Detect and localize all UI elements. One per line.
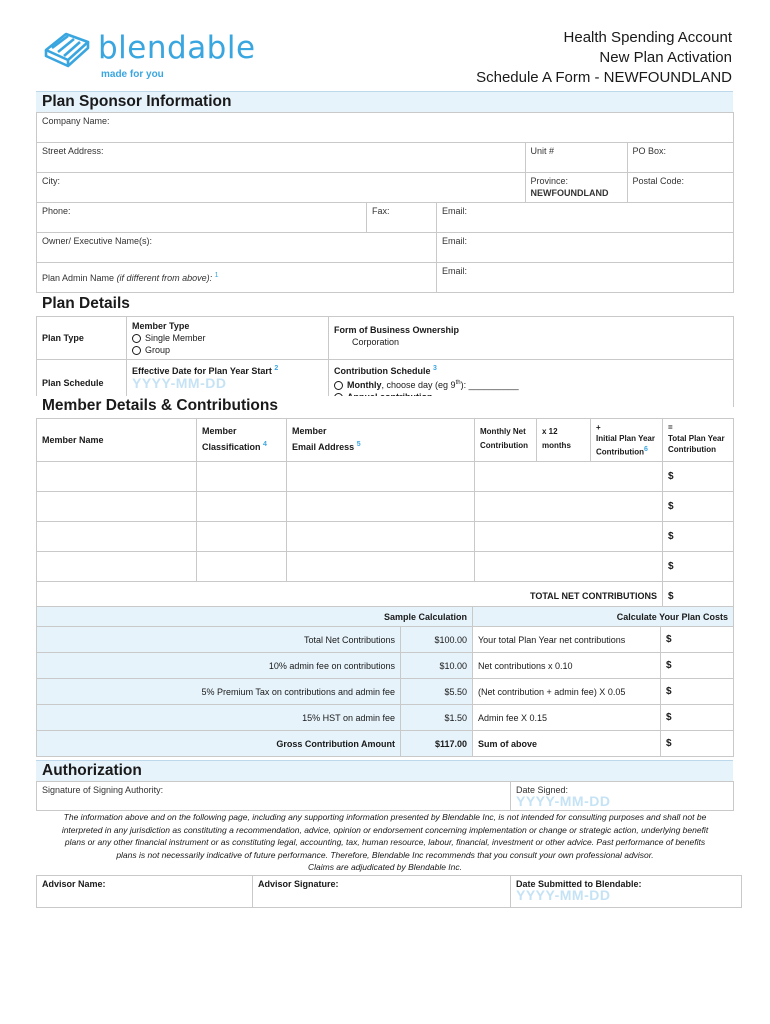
auth-table: [36, 781, 734, 811]
calc-value-input[interactable]: $: [661, 627, 734, 653]
calc-value-input[interactable]: $: [661, 679, 734, 705]
phone-field[interactable]: [37, 203, 367, 233]
disclaimer-line-3: plans or any other financial instrument or as constituting legal, accounting, tax, human resource, labour, financial, investment or other advice. Past performance of benefits: [64, 837, 706, 847]
plan-schedule-label: Plan Schedule: [37, 360, 127, 407]
member-total-value[interactable]: $: [663, 521, 734, 551]
col-class-sup: 4: [263, 441, 267, 448]
calc-value-input[interactable]: $: [661, 705, 734, 731]
total-net-label: TOTAL NET CONTRIBUTIONS: [37, 581, 663, 611]
member-contribution-input[interactable]: [475, 551, 663, 581]
col-initial-plus: +: [596, 423, 601, 432]
table-row: [37, 491, 734, 521]
calc-desc: Admin fee X 0.15: [473, 705, 661, 731]
col-total-line1: Total Plan Year: [668, 434, 725, 443]
group-label: Group: [145, 345, 171, 355]
monthly-radio[interactable]: [334, 381, 343, 390]
member-class-input[interactable]: [197, 551, 287, 581]
table-row: [37, 551, 734, 581]
col-total-line2: Contribution: [668, 445, 716, 454]
advisor-signature-field[interactable]: [253, 876, 511, 908]
disclaimer: [36, 811, 734, 874]
plan-type-label: Plan Type: [37, 317, 127, 360]
disclaimer-line-1: The information above and on the following page, including any supporting information presented by Blendable Inc, is not intended for consulting purposes and shall not be: [63, 812, 707, 822]
contribution-schedule-label: Contribution Schedule: [334, 366, 431, 376]
header-line-1: Health Spending Account: [563, 29, 732, 46]
col-class-line1: Member: [202, 426, 237, 436]
plan-section-bar: [36, 294, 733, 315]
date-signed-field[interactable]: [511, 782, 734, 811]
email-label: Email:: [442, 236, 468, 246]
col-initial-line1: Initial Plan Year: [596, 434, 655, 443]
member-contribution-input[interactable]: [475, 521, 663, 551]
province-label: Province:: [530, 176, 569, 186]
date-submitted-label: Date Submitted to Blendable:: [516, 879, 642, 889]
total-net-value[interactable]: $: [663, 581, 734, 611]
province-field: [525, 173, 627, 203]
member-class-input[interactable]: [197, 461, 287, 491]
calc-value-input[interactable]: $: [661, 731, 734, 757]
effective-date-placeholder: YYYY-MM-DD: [132, 375, 227, 391]
postal-code-field[interactable]: [627, 173, 733, 203]
member-contribution-input[interactable]: [475, 491, 663, 521]
monthly-note: , choose day (eg 9: [381, 380, 456, 390]
col-x12-line1: x 12: [542, 427, 558, 436]
col-x12-line2: months: [542, 441, 571, 450]
col-monthly-line1: Monthly Net: [480, 427, 526, 436]
street-address-field[interactable]: [37, 143, 526, 173]
group-option[interactable]: [132, 344, 323, 356]
phone-label: Phone:: [42, 206, 71, 216]
monthly-option[interactable]: [334, 377, 728, 391]
po-box-label: PO Box:: [632, 146, 667, 156]
member-email-input[interactable]: [287, 491, 475, 521]
postal-code-label: Postal Code:: [632, 176, 685, 186]
col-x12: [537, 419, 591, 462]
col-initial-line2: Contribution: [596, 447, 644, 457]
member-name-input[interactable]: [37, 461, 197, 491]
calc-label: Gross Contribution Amount: [37, 731, 401, 757]
calc-value-input[interactable]: $: [661, 653, 734, 679]
col-total-equals: =: [668, 423, 673, 432]
col-classification: [197, 419, 287, 462]
member-email-input[interactable]: [287, 521, 475, 551]
member-name-input[interactable]: [37, 491, 197, 521]
ownership-value: Corporation: [352, 337, 400, 347]
disclaimer-line-4: plans is not necessarily indicative of future performance. Therefore, Blendable Inc recommends that you consult your own professional advisor.: [116, 849, 654, 860]
city-label: City:: [42, 176, 60, 186]
col-total: [663, 419, 734, 462]
monthly-label: Monthly: [347, 380, 382, 390]
po-box-field[interactable]: [627, 143, 733, 173]
date-signed-label: Date Signed:: [516, 785, 569, 795]
advisor-signature-label: Advisor Signature:: [258, 879, 339, 889]
brand-name: blendable: [98, 30, 256, 66]
calc-desc: Net contributions x 0.10: [473, 653, 661, 679]
single-member-option[interactable]: [132, 332, 323, 344]
admin-name-field[interactable]: [37, 263, 437, 293]
calc-amount: $1.50: [401, 705, 473, 731]
date-submitted-placeholder: YYYY-MM-DD: [516, 887, 611, 903]
email-label: Email:: [442, 206, 468, 216]
group-radio[interactable]: [132, 346, 141, 355]
single-member-label: Single Member: [145, 333, 206, 343]
calc-table: [36, 606, 734, 757]
plan-details-table: [36, 316, 734, 407]
street-address-label: Street Address:: [42, 146, 104, 156]
col-initial: [591, 419, 663, 462]
col-class-line2: Classification: [202, 442, 261, 452]
owner-name-field[interactable]: [37, 233, 437, 263]
unit-label: Unit #: [530, 146, 555, 156]
sponsor-table: [36, 112, 734, 293]
effective-date-label: Effective Date for Plan Year Start: [132, 366, 272, 376]
member-total-value[interactable]: $: [663, 551, 734, 581]
members-section-bar: [36, 396, 733, 417]
member-total-value[interactable]: $: [663, 491, 734, 521]
header-line-2: New Plan Activation: [599, 49, 732, 66]
calc-label: Total Net Contributions: [37, 627, 401, 653]
member-name-input[interactable]: [37, 551, 197, 581]
email-field-2[interactable]: [437, 233, 734, 263]
city-field[interactable]: [37, 173, 526, 203]
member-name-input[interactable]: [37, 521, 197, 551]
calc-amount: $5.50: [401, 679, 473, 705]
member-type-cell: [127, 317, 329, 360]
ownership-label: Form of Business Ownership: [334, 325, 460, 335]
date-submitted-field[interactable]: [511, 876, 742, 908]
plan-section-title: Plan Details: [42, 295, 130, 312]
calc-desc: Your total Plan Year net contributions: [473, 627, 661, 653]
calc-amount: $10.00: [401, 653, 473, 679]
member-contribution-input[interactable]: [475, 461, 663, 491]
date-signed-placeholder: YYYY-MM-DD: [516, 793, 611, 809]
ownership-cell[interactable]: [329, 317, 734, 360]
unit-field[interactable]: [525, 143, 627, 173]
calc-label: 5% Premium Tax on contributions and admin fee: [37, 679, 401, 705]
your-costs-header: Calculate Your Plan Costs: [473, 607, 734, 627]
member-email-input[interactable]: [287, 551, 475, 581]
auth-section-title: Authorization: [42, 762, 142, 779]
signature-field[interactable]: [37, 782, 511, 811]
calc-label: 10% admin fee on contributions: [37, 653, 401, 679]
calc-desc: Sum of above: [473, 731, 661, 757]
col-monthly-line2: Contribution: [480, 441, 528, 450]
admin-name-note: (if different from above):: [116, 273, 213, 283]
province-value: NEWFOUNDLAND: [530, 188, 609, 198]
email-field-3[interactable]: [437, 263, 734, 293]
email-field-1[interactable]: [437, 203, 734, 233]
calc-label: 15% HST on admin fee: [37, 705, 401, 731]
admin-name-label: Plan Admin Name: [42, 273, 115, 283]
contribution-footnote-marker: 3: [433, 365, 437, 372]
advisor-name-field[interactable]: [37, 876, 253, 908]
col-email-line1: Member: [292, 426, 327, 436]
blendable-logo-icon: [40, 28, 96, 68]
sample-calc-header: Sample Calculation: [37, 607, 473, 627]
member-class-input[interactable]: [197, 521, 287, 551]
col-email: [287, 419, 475, 462]
owner-name-label: Owner/ Executive Name(s):: [42, 236, 153, 246]
company-name-label: Company Name:: [42, 116, 110, 126]
members-table: [36, 418, 734, 612]
col-email-sup: 5: [356, 441, 361, 448]
table-row: [37, 461, 734, 491]
col-initial-sup: 6: [643, 446, 648, 453]
single-member-radio[interactable]: [132, 334, 141, 343]
col-monthly: [475, 419, 537, 462]
advisor-name-label: Advisor Name:: [42, 879, 106, 889]
signature-label: Signature of Signing Authority:: [42, 785, 164, 795]
brand-tagline: made for you: [101, 69, 164, 80]
col-email-line2: Email Address: [292, 442, 355, 452]
company-name-field[interactable]: [37, 113, 734, 143]
monthly-th: th: [455, 380, 461, 386]
member-type-label: Member Type: [132, 321, 190, 331]
sponsor-section-title: Plan Sponsor Information: [42, 93, 232, 110]
fax-field[interactable]: [367, 203, 437, 233]
effective-footnote-marker: 2: [274, 365, 279, 372]
member-class-input[interactable]: [197, 491, 287, 521]
advisor-table: [36, 875, 742, 908]
sponsor-section-bar: [36, 91, 733, 112]
admin-footnote-marker: 1: [214, 272, 219, 279]
auth-section-bar: [36, 760, 733, 781]
email-label: Email:: [442, 266, 468, 276]
col-member-name: Member Name: [37, 419, 197, 462]
members-section-title: Member Details & Contributions: [42, 397, 278, 414]
fax-label: Fax:: [372, 206, 390, 216]
disclaimer-line-5: Claims are adjudicated by Blendable Inc.: [307, 862, 463, 872]
calc-amount: $117.00: [401, 731, 473, 757]
monthly-blank: ): __________: [460, 380, 519, 390]
table-row: [37, 521, 734, 551]
member-total-value[interactable]: $: [663, 461, 734, 491]
header-line-3: Schedule A Form - NEWFOUNDLAND: [476, 69, 732, 86]
calc-amount: $100.00: [401, 627, 473, 653]
member-email-input[interactable]: [287, 461, 475, 491]
disclaimer-line-2: interpreted in any jurisdiction as constituting a recommendation, advice, opinion or endorsement concerning implementation or change or strategic action, underlying benefit: [61, 824, 709, 835]
calc-desc: (Net contribution + admin fee) X 0.05: [473, 679, 661, 705]
